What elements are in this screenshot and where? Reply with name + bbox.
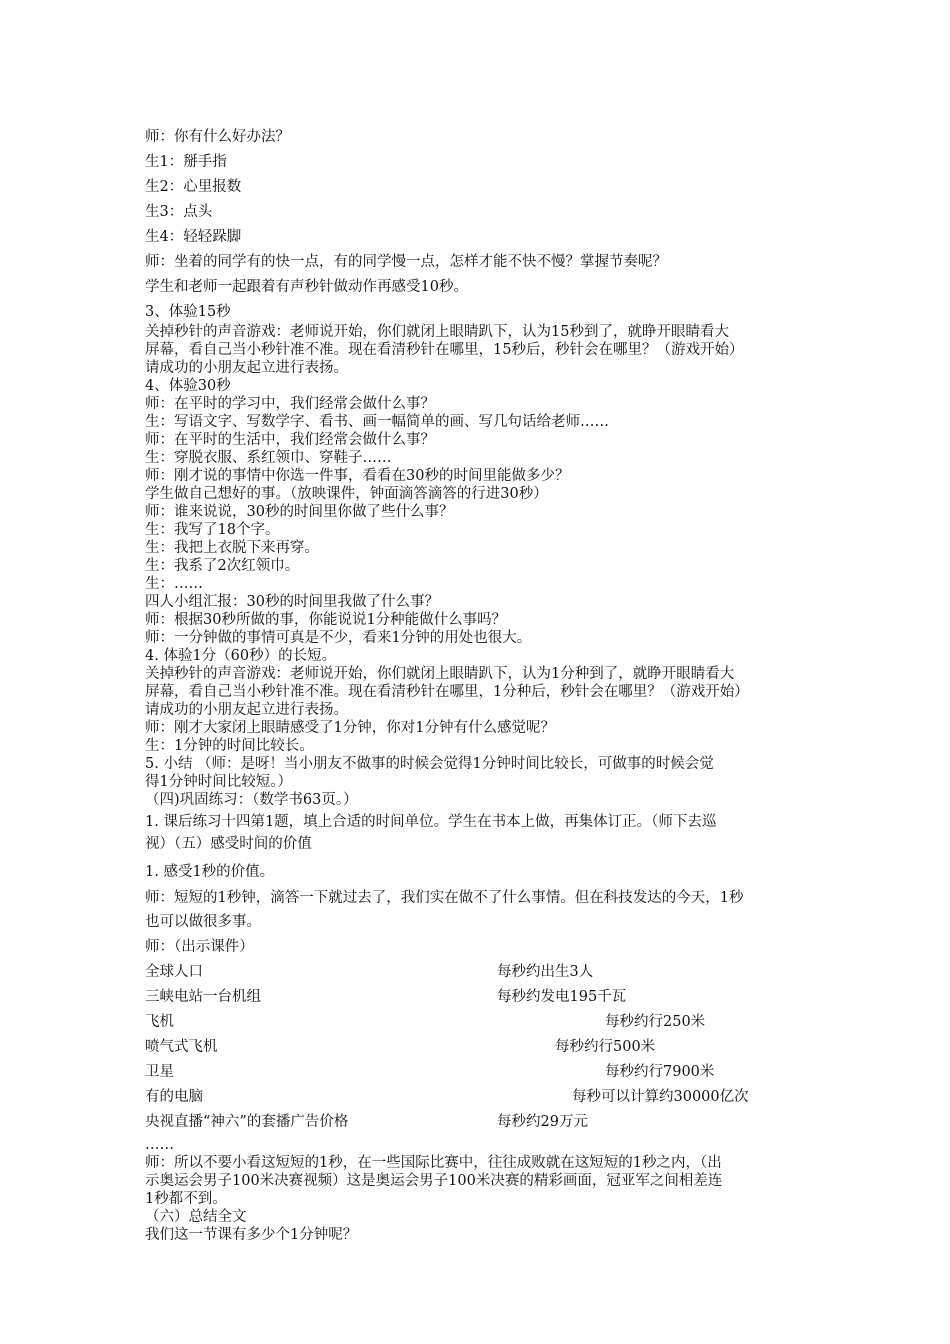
text-line: 师：坐着的同学有的快一点，有的同学慢一点，怎样才能不快不慢？掌握节奏呢？ (145, 254, 667, 270)
text-line: 师：短短的1秒钟，滴答一下就过去了，我们实在做不了什么事情。但在科技发达的今天，1秒 (145, 890, 744, 906)
fact-item: 央视直播“神六”的套播广告价格 (145, 1114, 349, 1130)
text-line: 师：（出示课件） (145, 939, 254, 955)
fact-value: 每秒约行250米 (605, 1014, 706, 1030)
fact-value: 每秒约29万元 (497, 1114, 588, 1130)
fact-value: 每秒约发电195千瓦 (497, 989, 627, 1005)
text-line: 师：根据30秒所做的事，你能说说1分种能做什么事吗？ (145, 612, 507, 628)
fact-value: 每秒约行500米 (555, 1039, 656, 1055)
text-line: 生4：轻轻跺脚 (145, 229, 242, 245)
text-line: 关掉秒针的声音游戏：老师说开始，你们就闭上眼睛趴下，认为15秒到了，就睁开眼睛看大 (145, 324, 729, 340)
text-line: 生：写语文字、写数学字、看书、画一幅简单的画、写几句话给老师…… (145, 414, 609, 430)
section-heading: 4. 体验1分（60秒）的长短。 (145, 648, 337, 664)
text-line: 请成功的小朋友起立进行表扬。 (145, 360, 348, 376)
fact-item: 喷气式飞机 (145, 1039, 218, 1055)
text-line: 师：刚才说的事情中你选一件事，看看在30秒的时间里能做多少？ (145, 468, 570, 484)
text-line: 师：你有什么好办法？ (145, 129, 290, 145)
section-heading: （四)巩固练习：（数学书63页。） (145, 792, 358, 808)
text-line: 师：一分钟做的事情可真是不少，看来1分钟的用处也很大。 (145, 630, 532, 646)
text-line: …… (145, 1137, 174, 1153)
text-line: 学生做自己想好的事。（放映课件，钟面滴答滴答的行进30秒） (145, 486, 548, 502)
fact-item: 有的电脑 (145, 1089, 203, 1105)
fact-value: 每秒约出生3人 (497, 964, 594, 980)
text-line: 也可以做很多事。 (145, 914, 261, 930)
text-line: 我们这一节课有多少个1分钟呢？ (145, 1227, 358, 1243)
section-heading: 4、体验30秒 (145, 378, 231, 394)
text-line: 生：我写了18个字。 (145, 522, 280, 538)
text-line: 屏幕，看自己当小秒针准不准。现在看清秒针在哪里，15秒后，秒针会在哪里？（游戏开始） (145, 342, 744, 358)
fact-item: 飞机 (145, 1014, 174, 1030)
text-line: 生：我把上衣脱下来再穿。 (145, 540, 319, 556)
text-line: 关掉秒针的声音游戏：老师说开始，你们就闭上眼睛趴下，认为1分种到了，就睁开眼睛看大 (145, 666, 735, 682)
text-line: 师：所以不要小看这短短的1秒，在一些国际比赛中，往往成败就在这短短的1秒之内，（出 (145, 1155, 722, 1171)
text-line: 生2：心里报数 (145, 179, 242, 195)
text-line: 1秒都不到。 (145, 1191, 227, 1207)
text-line: 学生和老师一起跟着有声秒针做动作再感受10秒。 (145, 279, 468, 295)
text-line: 得1分钟时间比较短。） (145, 774, 292, 790)
fact-value: 每秒约行7900米 (605, 1064, 715, 1080)
text-line: 屏幕，看自己当小秒针准不准。现在看清秒针在哪里，1分种后，秒针会在哪里？（游戏开始） (145, 684, 749, 700)
text-line: 师：谁来说说，30秒的时间里你做了些什么事？ (145, 504, 454, 520)
fact-item: 全球人口 (145, 964, 203, 980)
fact-item: 卫星 (145, 1064, 174, 1080)
text-line: 5. 小结 （师：是呀！当小朋友不做事的时候会觉得1分钟时间比较长，可做事的时候会觉 (145, 756, 714, 772)
text-line: 生：1分钟的时间比较长。 (145, 738, 314, 754)
text-line: 示奥运会男子100米决赛视频）这是奥运会男子100米决赛的精彩画面，冠亚军之间相差连 (145, 1173, 723, 1189)
fact-item: 三峡电站一台机组 (145, 989, 261, 1005)
text-line: 1. 感受1秒的价值。 (145, 864, 275, 880)
text-line: 师：在平时的生活中，我们经常会做什么事？ (145, 432, 435, 448)
text-line: 生：…… (145, 576, 203, 592)
text-line: 1. 课后练习十四第1题，填上合适的时间单位。学生在书本上做，再集体订正。（师下去巡 (145, 814, 717, 830)
text-line: 四人小组汇报：30秒的时间里我做了什么事？ (145, 594, 439, 610)
text-line: 生：我系了2次红领巾。 (145, 558, 300, 574)
text-line: 视）（五）感受时间的价值 (145, 836, 312, 852)
text-line: 生1：掰手指 (145, 154, 227, 170)
text-line: 请成功的小朋友起立进行表扬。 (145, 702, 348, 718)
text-line: 师：在平时的学习中，我们经常会做什么事？ (145, 396, 435, 412)
text-line: 生3：点头 (145, 204, 213, 220)
text-line: 师：刚才大家闭上眼睛感受了1分钟，你对1分钟有什么感觉呢？ (145, 720, 555, 736)
section-heading: （六）总结全文 (145, 1209, 247, 1225)
text-line: 生：穿脱衣服、系红领巾、穿鞋子…… (145, 450, 392, 466)
fact-value: 每秒可以计算约30000亿次 (572, 1089, 749, 1105)
section-heading: 3、体验15秒 (145, 304, 231, 320)
